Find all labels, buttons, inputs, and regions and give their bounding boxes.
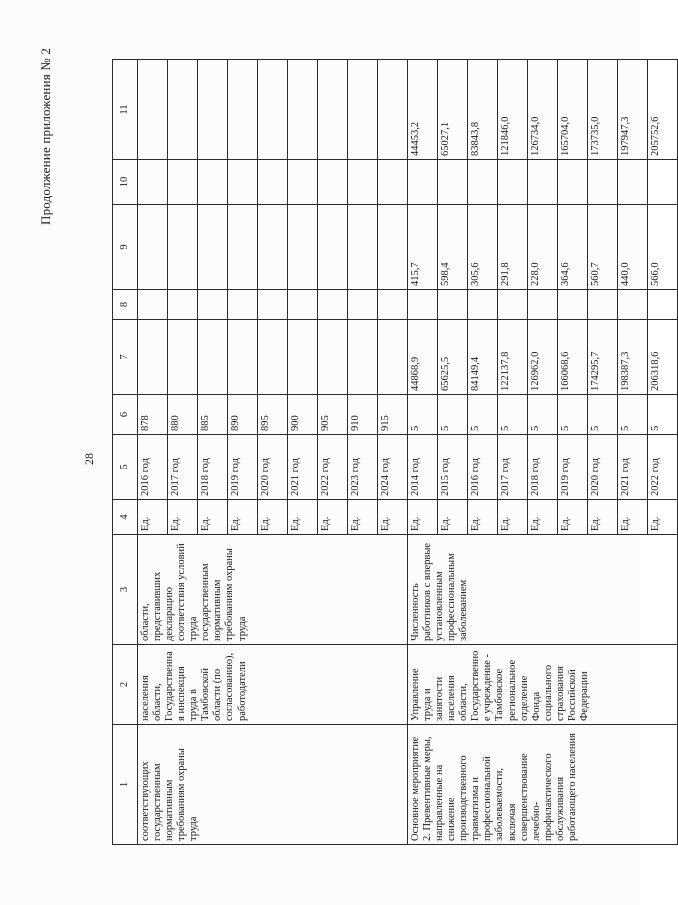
year-cell: 2019 год xyxy=(558,435,588,500)
col11-cell xyxy=(228,60,258,160)
table-row xyxy=(408,60,438,845)
col7-cell: 174295,7 xyxy=(588,320,618,395)
header-cell: 2 xyxy=(113,645,138,725)
col7-cell xyxy=(228,320,258,395)
header-cell: 3 xyxy=(113,535,138,645)
col8-cell xyxy=(138,290,168,320)
year-cell: 2022 год xyxy=(648,435,678,500)
col8-cell xyxy=(498,290,528,320)
value-cell: 5 xyxy=(618,395,648,435)
col11-cell xyxy=(348,60,378,160)
unit-cell: Ед. xyxy=(168,500,198,535)
col9-cell: 305,6 xyxy=(468,205,498,290)
unit-cell: Ед. xyxy=(258,500,288,535)
col9-cell xyxy=(258,205,288,290)
value-cell: 880 xyxy=(168,395,198,435)
col7-cell: 126962,0 xyxy=(528,320,558,395)
col9-cell xyxy=(138,205,168,290)
unit-cell: Ед. xyxy=(558,500,588,535)
col8-cell xyxy=(348,290,378,320)
col11-cell: 197947,3 xyxy=(618,60,648,160)
value-cell: 5 xyxy=(498,395,528,435)
value-cell: 5 xyxy=(648,395,678,435)
year-cell: 2016 год xyxy=(468,435,498,500)
block1-col1-cell: соответствующих государственным нормативным требованиям охраны труда xyxy=(138,725,408,845)
col7-cell: 122137,8 xyxy=(498,320,528,395)
col7-cell: 44868,9 xyxy=(408,320,438,395)
col7-cell: 65625,5 xyxy=(438,320,468,395)
header-cell: 1 xyxy=(113,725,138,845)
col10-cell xyxy=(498,160,528,205)
col11-cell xyxy=(318,60,348,160)
col10-cell xyxy=(558,160,588,205)
page-number: 28 xyxy=(82,453,96,465)
col8-cell xyxy=(618,290,648,320)
col8-cell xyxy=(318,290,348,320)
header-row xyxy=(113,60,138,845)
col8-cell xyxy=(558,290,588,320)
col9-cell xyxy=(198,205,228,290)
value-cell: 878 xyxy=(138,395,168,435)
block2-col1-cell: Основное мероприятие 2. Превентивные меры, направленные на снижение производственного травматизма и профессиональной заболеваемости, включая совершенствование лечебно-профилактического обслуживания работающего населения xyxy=(408,725,678,845)
col10-cell xyxy=(648,160,678,205)
program-table xyxy=(112,59,678,845)
table-row xyxy=(138,60,168,845)
col9-cell: 364,6 xyxy=(558,205,588,290)
col9-cell: 291,8 xyxy=(498,205,528,290)
col9-cell xyxy=(168,205,198,290)
col11-cell: 65027,1 xyxy=(438,60,468,160)
value-cell: 905 xyxy=(318,395,348,435)
col10-cell xyxy=(348,160,378,205)
header-cell: 11 xyxy=(113,60,138,160)
value-cell: 915 xyxy=(378,395,408,435)
col8-cell xyxy=(588,290,618,320)
col9-cell: 598,4 xyxy=(438,205,468,290)
year-cell: 2016 год xyxy=(138,435,168,500)
col9-cell xyxy=(348,205,378,290)
col10-cell xyxy=(138,160,168,205)
col10-cell xyxy=(468,160,498,205)
col7-cell xyxy=(168,320,198,395)
year-cell: 2017 год xyxy=(168,435,198,500)
col8-cell xyxy=(168,290,198,320)
col8-cell xyxy=(438,290,468,320)
col8-cell xyxy=(378,290,408,320)
year-cell: 2017 год xyxy=(498,435,528,500)
unit-cell: Ед. xyxy=(378,500,408,535)
unit-cell: Ед. xyxy=(138,500,168,535)
year-cell: 2023 год xyxy=(348,435,378,500)
header-cell: 5 xyxy=(113,435,138,500)
col10-cell xyxy=(378,160,408,205)
col8-cell xyxy=(468,290,498,320)
block2-col3-cell: Численность работников с впервые установленным профессиональным заболеванием xyxy=(408,535,678,645)
col11-cell xyxy=(168,60,198,160)
col8-cell xyxy=(408,290,438,320)
unit-cell: Ед. xyxy=(348,500,378,535)
col10-cell xyxy=(318,160,348,205)
col11-cell xyxy=(378,60,408,160)
col11-cell: 165704,0 xyxy=(558,60,588,160)
value-cell: 5 xyxy=(468,395,498,435)
col10-cell xyxy=(258,160,288,205)
col9-cell xyxy=(378,205,408,290)
col10-cell xyxy=(408,160,438,205)
col7-cell xyxy=(258,320,288,395)
year-cell: 2021 год xyxy=(288,435,318,500)
col7-cell xyxy=(318,320,348,395)
header-cell: 8 xyxy=(113,290,138,320)
value-cell: 900 xyxy=(288,395,318,435)
unit-cell: Ед. xyxy=(198,500,228,535)
col11-cell: 173735,0 xyxy=(588,60,618,160)
value-cell: 5 xyxy=(528,395,558,435)
year-cell: 2015 год xyxy=(438,435,468,500)
col7-cell: 206318,6 xyxy=(648,320,678,395)
continuation-caption: Продолжение приложения № 2 xyxy=(38,47,53,225)
value-cell: 5 xyxy=(588,395,618,435)
col9-cell xyxy=(228,205,258,290)
unit-cell: Ед. xyxy=(468,500,498,535)
header-cell: 10 xyxy=(113,160,138,205)
col8-cell xyxy=(228,290,258,320)
col7-cell: 198387,3 xyxy=(618,320,648,395)
unit-cell: Ед. xyxy=(528,500,558,535)
col10-cell xyxy=(288,160,318,205)
value-cell: 5 xyxy=(438,395,468,435)
col11-cell xyxy=(258,60,288,160)
col11-cell: 126734,0 xyxy=(528,60,558,160)
year-cell: 2019 год xyxy=(228,435,258,500)
col7-cell xyxy=(378,320,408,395)
col9-cell xyxy=(288,205,318,290)
col7-cell xyxy=(138,320,168,395)
col11-cell: 121846,0 xyxy=(498,60,528,160)
col8-cell xyxy=(198,290,228,320)
col7-cell: 84149,4 xyxy=(468,320,498,395)
col10-cell xyxy=(438,160,468,205)
header-cell: 4 xyxy=(113,500,138,535)
year-cell: 2014 год xyxy=(408,435,438,500)
value-cell: 5 xyxy=(558,395,588,435)
header-cell: 7 xyxy=(113,320,138,395)
unit-cell: Ед. xyxy=(588,500,618,535)
year-cell: 2020 год xyxy=(258,435,288,500)
col11-cell xyxy=(198,60,228,160)
col8-cell xyxy=(648,290,678,320)
col10-cell xyxy=(168,160,198,205)
col9-cell xyxy=(318,205,348,290)
year-cell: 2024 год xyxy=(378,435,408,500)
block1-col2-cell: населения области, Государственная инспекция труда в Тамбовской области (по согласованию), работодатели xyxy=(138,645,408,725)
unit-cell: Ед. xyxy=(498,500,528,535)
col11-cell xyxy=(138,60,168,160)
unit-cell: Ед. xyxy=(618,500,648,535)
col7-cell xyxy=(288,320,318,395)
col10-cell xyxy=(528,160,558,205)
header-cell: 6 xyxy=(113,395,138,435)
col8-cell xyxy=(258,290,288,320)
unit-cell: Ед. xyxy=(438,500,468,535)
col9-cell: 560,7 xyxy=(588,205,618,290)
value-cell: 5 xyxy=(408,395,438,435)
col7-cell xyxy=(198,320,228,395)
col9-cell: 228,0 xyxy=(528,205,558,290)
block1-col3-cell: области, представивших декларацию соответствия условий труда государственным нормативным требованиям охраны труда xyxy=(138,535,408,645)
col9-cell: 415,7 xyxy=(408,205,438,290)
col10-cell xyxy=(228,160,258,205)
unit-cell: Ед. xyxy=(288,500,318,535)
unit-cell: Ед. xyxy=(408,500,438,535)
col10-cell xyxy=(618,160,648,205)
value-cell: 885 xyxy=(198,395,228,435)
col7-cell: 166068,6 xyxy=(558,320,588,395)
value-cell: 910 xyxy=(348,395,378,435)
col11-cell: 83843,8 xyxy=(468,60,498,160)
value-cell: 890 xyxy=(228,395,258,435)
year-cell: 2021 год xyxy=(618,435,648,500)
col11-cell: 205752,6 xyxy=(648,60,678,160)
year-cell: 2020 год xyxy=(588,435,618,500)
col10-cell xyxy=(588,160,618,205)
header-cell: 9 xyxy=(113,205,138,290)
col7-cell xyxy=(348,320,378,395)
year-cell: 2018 год xyxy=(528,435,558,500)
col8-cell xyxy=(528,290,558,320)
col9-cell: 566,0 xyxy=(648,205,678,290)
year-cell: 2018 год xyxy=(198,435,228,500)
unit-cell: Ед. xyxy=(228,500,258,535)
col10-cell xyxy=(198,160,228,205)
col11-cell: 44453,2 xyxy=(408,60,438,160)
value-cell: 895 xyxy=(258,395,288,435)
year-cell: 2022 год xyxy=(318,435,348,500)
unit-cell: Ед. xyxy=(318,500,348,535)
block2-col2-cell: Управление труда и занятости населения области, Государственное учреждение - Тамбовское региональное отделение Фонда социального страхования Российской Федерации xyxy=(408,645,678,725)
col8-cell xyxy=(288,290,318,320)
unit-cell: Ед. xyxy=(648,500,678,535)
col11-cell xyxy=(288,60,318,160)
col9-cell: 440,0 xyxy=(618,205,648,290)
